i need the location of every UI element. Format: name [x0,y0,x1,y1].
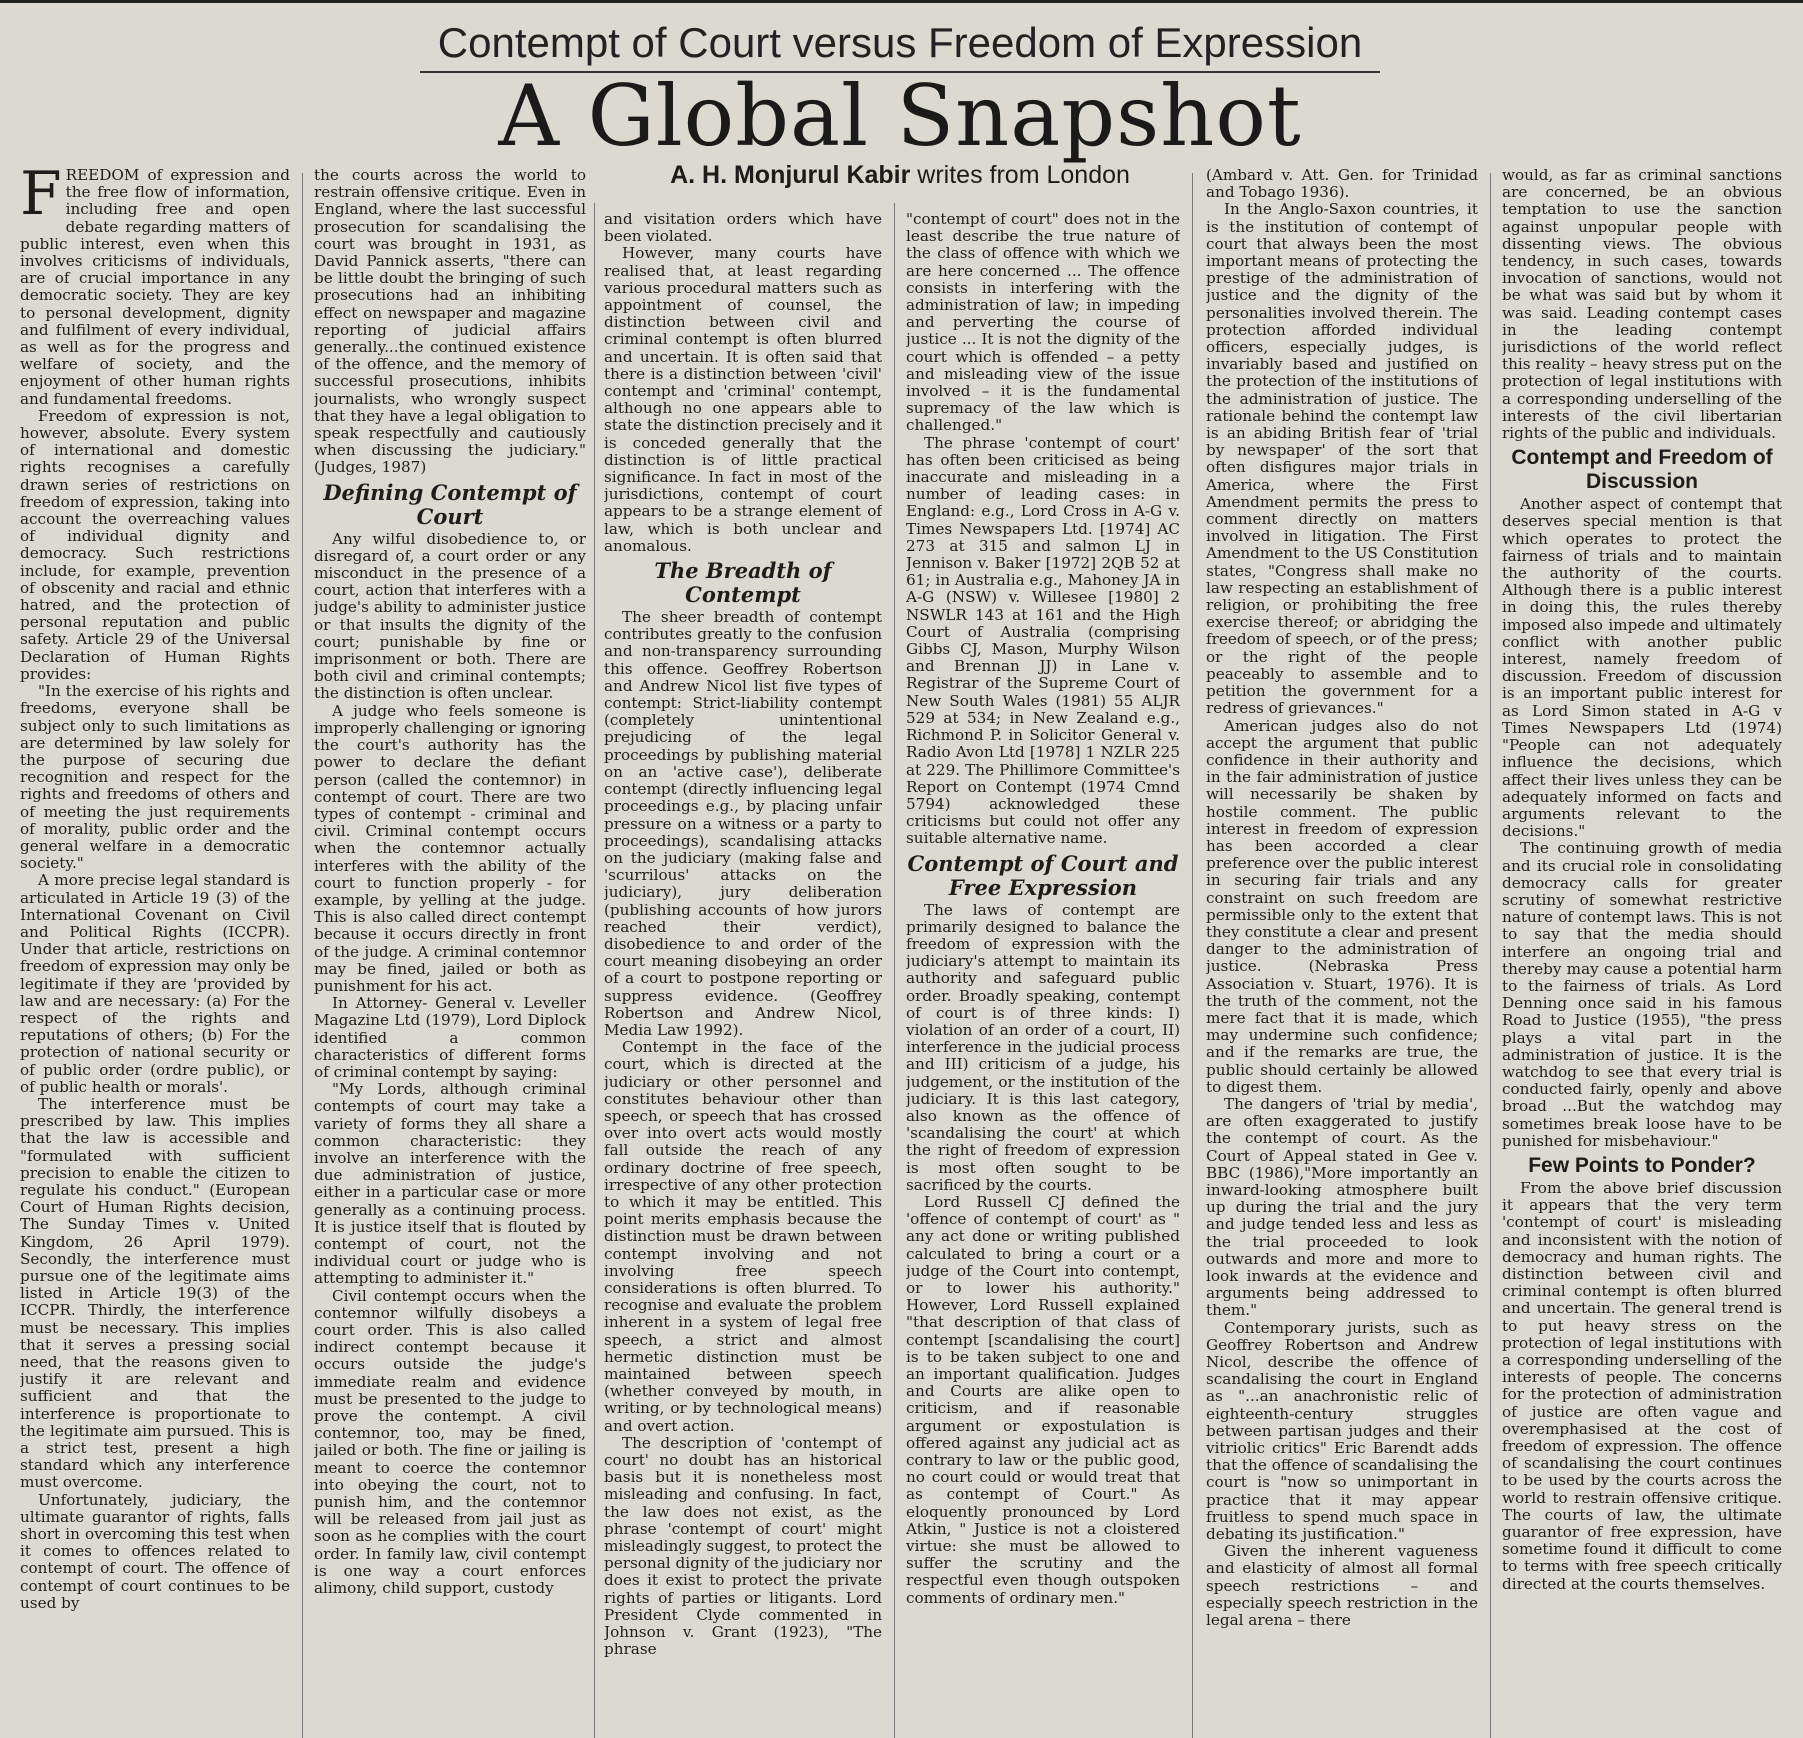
paragraph [20,683,290,872]
paragraph [604,1039,882,1435]
paragraph [1206,201,1478,717]
paragraph-text: Any wilful disobedience to, or disregard of, a court order or any misconduct in the presence of a court, action that interferes with a judge's ability to administer justice or that insults the dignity of the court; punishable by fine or imprisonment or both. There are both civil and criminal contempts; the distinction is often unclear. [314,529,586,703]
paragraph-text: "contempt of court" does not in the least describe the true nature of the class of offence with which we are here concerned ... The offence consists in interfering with the administration of law; in impeding and perverting the course of justice ... It is not the dignity of the court which is offended – a petty and misleading view of the issue involved – it is the fundamental supremacy of the law which is challenged." [906,211,1180,435]
column-rule [894,203,895,1738]
paragraph-text: The description of 'contempt of court' no doubt has an historical basis but it is nonetheless most misleading and confusing. In fact, the law does not exist, as the phrase 'contempt of court' might misleadingly suggest, to protect the personal dignity of the judiciary nor does it exist to protect the private rights of parties or litigants. Lord President Clyde commented in Johnson v. Grant (1923), "The phrase [604,1433,882,1659]
paragraph-text: Contemporary jurists, such as Geoffrey Robertson and Andrew Nicol, describe the offence of scandalising the court in England as "...an anachronistic relic of eighteenth-century struggles between partisan judges and their vitriolic critics" Eric Barendt adds that the offence of scandalising the court is "now so unimportant in practice that it may appear fruitless to spend much space in debating its justification." [1206,1318,1478,1544]
section-heading [1502,446,1782,494]
paragraph [1502,1180,1782,1593]
paragraph-text: "In the exercise of his rights and freedoms, everyone shall be subject only to such limitations as are determined by law solely for the purpose of securing due recognition and respect for the rights and freedoms of others and of meeting the just requirements of morality, public order and the general welfare in a democratic society." [20,682,290,873]
paragraph-text: Freedom of expression is not, however, absolute. Every system of international and domestic rights recognises a carefully drawn series of restrictions on freedom of expression, taking into account the overreaching values of individual dignity and democracy. Such restrictions include, for example, prevention of obscenity and racial and ethnic hatred, and the protection of personal reputation and public safety. Article 29 of the Universal Declaration of Human Rights provides: [20,406,290,683]
paragraph [314,995,586,1081]
paragraph-text: From the above brief discussion it appears that the very term 'contempt of court' is misleading and inconsistent with the notion of democracy and human rights. The distinction between civil and criminal contempt is often blurred and uncertain. The general trend is to put heavy stress on the protection of legal institutions with a corresponding underselling of the interests of people. The concerns for the protection of administration of justice are often vague and overemphasised at the cost of freedom of expression. The offence of scandalising the court continues to be used by the courts across the world to restrain offensive critique. The courts of law, the ultimate guarantor of free expression, have sometime found it difficult to come to terms with free speech critically directed at the courts themselves. [1502,1178,1782,1593]
paragraph [1206,1320,1478,1544]
paragraph [604,211,882,245]
paragraph [906,435,1180,848]
drop-cap: F [20,167,62,229]
paragraph-text: Contempt in the face of the court, which is directed at the judiciary or other personnel and constitutes behaviour other than speech, or speech that has crossed over into overt acts would mostly fall outside the reach of any ordinary doctrine of free speech, irrespective of any other protection to which it may be entitled. This point merits emphasis because the distinction must be drawn between contempt involving and not involving free speech considerations is often blurred. To recognise and evaluate the problem inherent in a system of legal free speech, a strict and almost hermetic distinction must be maintained between speech (whether conveyed by mouth, in writing, or by technological means) and overt action. [604,1038,882,1435]
paragraph [314,167,586,477]
paragraph-text: The continuing growth of media and its crucial role in consolidating democracy calls for greater scrutiny of somewhat restrictive nature of contempt laws. This is not to say that the media should interfere an ongoing trial and thereby may cause a potential harm to the fairness of trials. As Lord Denning once said in his famous Road to Justice (1955), "the press plays a vital part in the administration of justice. It is the watchdog to see that every trial is conducted fairly, openly and above broad ...But the watchdog may sometimes break loose have to be punished for misbehaviour." [1502,839,1782,1150]
paragraph-text: A more precise legal standard is articulated in Article 19 (3) of the International Covenant on Civil and Political Rights (ICCPR). Under that article, restrictions on freedom of expression may only be legitimate if they are 'provided by law and are necessary: (a) For the respect of the rights and reputations of others; (b) For the protection of national security or of public order (ordre public), or of public health or morals'. [20,871,290,1096]
paragraph [314,531,586,703]
column-rule [1192,173,1193,1738]
paragraph-text: Civil contempt occurs when the contemnor wilfully disobeys a court order. This is also called indirect contempt because it occurs outside the judge's immediate realm and evidence must be presented to the judge to prove the contempt. A civil contemnor, too, may be fined, jailed or both. The fine or jailing is meant to coerce the contemnor into obeying the court, not to punish him, and the contemnor will be released from jail just as soon as he complies with the court order. In family law, civil contempt is one way a court enforces alimony, child support, custody [314,1286,586,1598]
paragraph-text: American judges also do not accept the argument that public confidence in their authority and in the fair administration of justice will necessarily be shaken by hostile comment. The public interest in freedom of expression has been accorded a clear preference over the public interest in securing fair trials and any constraint on such freedom are permissible only to the extent that they constitute a clear and present danger to the administration of justice. (Nebraska Press Association v. Stuart, 1976). It is the truth of the comment, not the mere fact that it is made, which may undermine such confidence; and if the remarks are true, the public should certainly be allowed to digest them. [1206,716,1478,1096]
kicker: Contempt of Court versus Freedom of Expression [420,17,1380,73]
article-column-5 [1206,167,1478,1737]
paragraph [1206,167,1478,201]
byline-author: A. H. Monjurul Kabir [670,161,911,189]
paragraph-text: Unfortunately, judiciary, the ultimate guarantor of rights, falls short in overcoming this test when it comes to offences related to contempt of court. The offence of contempt of court continues to be used by [20,1490,290,1612]
paragraph [1502,840,1782,1150]
paragraph-text: The interference must be prescribed by law. This implies that the law is accessible and "formulated with sufficient precision to enable the citizen to regulate his conduct." (European Court of Human Rights decision, The Sunday Times v. United Kingdom, 26 April 1979). Secondly, the interference must pursue one of the legitimate aims listed in Article 19(3) of the ICCPR. Thirdly, the interference must be necessary. This implies that it serves a pressing social need, that the reasons given to justify it are relevant and sufficient and that the interference is proportionate to the legitimate aim pursued. This is a strict test, present a high standard which any interference must overcome. [20,1094,290,1492]
paragraph [1502,167,1782,442]
paragraph [1502,496,1782,840]
paragraph-text: and visitation orders which have been violated. [604,211,882,246]
paragraph-text: the courts across the world to restrain offensive critique. Even in England, where the last successful prosecution for scandalising the court was brought in 1931, as David Pannick asserts, "there can be little doubt the bringing of such prosecutions had an inhibiting effect on newspaper and magazine reporting of judicial affairs generally...the continued existence of the offence, and the memory of successful prosecutions, inhibits journalists, who wrongly suspect that they have a legal obligation to speak respectfully and cautiously when discussing the judiciary."(Judges, 1987) [314,167,586,477]
paragraph-text: would, as far as criminal sanctions are concerned, be an obvious temptation to use the sanction against unpopular people with dissenting views. The obvious tendency, in such cases, towards invocation of sanctions, would not be what was said but by whom it was said. Leading contempt cases in the leading contempt jurisdictions of the world reflect this reality – heavy stress put on the protection of legal institutions with a corresponding underselling of the interests of the civil libertarian rights of the public and individuals. [1502,167,1782,443]
paragraph-text: Defining Contempt of Court [323,479,577,529]
paragraph [20,1096,290,1492]
article-column-3 [604,211,882,1737]
section-heading [604,559,882,607]
paragraph-text: In the Anglo-Saxon countries, it is the institution of contempt of court that always been the most important means of protecting the prestige of the administration of justice and the dignity of the personalities involved therein. The protection afforded individual officers, especially judges, is invariably based and justified on the protection of the institutions of the administration of justice. The rationale behind the contempt law is an abiding British fear of 'trial by newspaper' of the sort that often disfigures major trials in America, where the First Amendment permits the press to comment directly on matters involved in litigation. The First Amendment to the US Constitution states, "Congress shall make no law respecting an establishment of religion, or prohibiting the free exercise thereof; or abridging the freedom of speech, or of the press; or the right of the people peaceably to assemble and to petition the government for a redress of grievances." [1206,200,1478,718]
paragraph [20,408,290,683]
paragraph-text: Few Points to Ponder? [1528,1153,1756,1177]
paragraph-text: Given the inherent vagueness and elasticity of almost all formal speech restrictions – and especially speech restriction in the legal arena – there [1206,1542,1478,1630]
paragraph [314,1288,586,1598]
paragraph [1206,718,1478,1096]
paragraph-text: The Breadth of Contempt [654,558,832,608]
column-rule [594,203,595,1738]
paragraph [906,211,1180,435]
paragraph-text: However, many courts have realised that, at least regarding various procedural matters such as appointment of counsel, the distinction between civil and criminal contempt is often blurred and uncertain. It is often said that there is a distinction between 'civil' contempt and 'criminal' contempt, although no one appears able to state the distinction precisely and it is conceded generally that the distinction is of little practical significance. In fact in most of the jurisdictions, contempt of court appears to be a strange element of law, which is both unclear and anomalous. [604,244,882,555]
article-column-6 [1502,167,1782,1737]
paragraph [314,703,586,995]
section-heading [314,481,586,529]
paragraph [906,1194,1180,1607]
paragraph-text: REEDOM of expression and the free flow of information, including free and open debate regarding matters of public interest, even when this involves criticisms of individuals, are of crucial importance in any democratic society. They are key to personal development, dignity and fulfilment of every individual, as well as for the progress and welfare of society, and the enjoyment of other human rights and fundamental freedoms. [20,167,290,408]
byline-suffix: writes from London [910,161,1130,189]
paragraph [314,1081,586,1287]
paragraph-text: Contempt of Court and Free Expression [907,850,1179,900]
article-column-1 [20,167,290,1737]
paragraph [20,1492,290,1612]
paragraph-text: Another aspect of contempt that deserves special mention is that which operates to protect the fairness of trials and to maintain the authority of the courts. Although there is a public interest in doing this, the rules thereby imposed also impede and ultimately conflict with another public interest, namely freedom of discussion. Freedom of discussion is an important public interest for as Lord Simon stated in A-G v Times Newspapers Ltd (1974) "People can not adequately influence the decisions, which affect their lives unless they can be adequately informed on facts and arguments relevant to the decisions." [1502,495,1782,841]
article-column-2 [314,167,586,1737]
paragraph-text: (Ambard v. Att. Gen. for Trinidad and Tobago 1936). [1206,167,1478,202]
paragraph [1206,1543,1478,1629]
paragraph-text: A judge who feels someone is improperly challenging or ignoring the court's authority has the power to declare the defiant person (called the contemnor) in contempt of court. There are two types of contempt - criminal and civil. Criminal contempt occurs when the contemnor actually interferes with the ability of the court to function properly - for example, by yelling at the judge. This is also called direct contempt because it occurs directly in front of the judge. A criminal contemnor may be fined, jailed or both as punishment for his act. [314,701,586,995]
byline [600,161,1200,190]
column-rule [1490,173,1491,1738]
headline: A Global Snapshot [498,67,1302,165]
paragraph [604,1435,882,1659]
article-column-4 [906,211,1180,1737]
paragraph [20,872,290,1096]
paragraph-text: "My Lords, although criminal contempts of court may take a variety of forms they all share a common characteristic: they involve an interference with the due administration of justice, either in a particular case or more generally as a continuing process. It is justice itself that is flouted by contempt of court, not the individual court or judge who is attempting to administer it." [314,1080,586,1288]
paragraph-text: Lord Russell CJ defined the 'offence of contempt of court' as " any act done or writing published calculated to bring a court or a judge of the Court into contempt, or to lower his authority." However, Lord Russell explained "that description of that class of contempt [scandalising the court] is to be taken subject to one and an important qualification. Judges and Courts are alike open to criticism, and if reasonable argument or expostulation is offered against any judicial act as contrary to law or the public good, no court could or would treat that as contempt of Court." As eloquently pronounced by Lord Atkin, " Justice is not a cloistered virtue: she must be allowed to suffer the scrutiny and the respectful even though outspoken comments of ordinary men." [906,1192,1180,1607]
paragraph-text: Contempt and Freedom of Discussion [1511,446,1773,494]
paragraph [604,245,882,555]
paragraph-text: The laws of contempt are primarily designed to balance the freedom of expression with the judiciary's attempt to maintain its authority and safeguard public order. Broadly speaking, contempt of court is of three kinds: I) violation of an order of a court, II) interference in the judicial process and III) criticism of a judge, his judgement, or the institution of the judiciary. It is this last category, also known as the offence of 'scandalising the court' at which the right of freedom of expression is most often sought to be sacrificed by the courts. [906,900,1180,1194]
paragraph [20,167,290,408]
paragraph [604,609,882,1039]
column-rule [302,173,303,1738]
paragraph-text: The sheer breadth of contempt contributes greatly to the confusion and non-transparency surrounding this offence. Geoffrey Robertson and Andrew Nicol list five types of contempt: Strict-liability contempt (completely unintentional prejudicing of the legal proceedings by publishing material on an 'active case'), deliberate contempt (directly influencing legal proceedings e.g., by placing unfair pressure on a witness or a party to proceedings), scandalising attacks on the judiciary (making false and 'scurrilous' attacks on the judiciary), jury deliberation (publishing accounts of how jurors reached their verdict), disobedience to and order of the court meaning disobeying an order of a court to postpone reporting or suppress evidence. (Geoffrey Robertson and Andrew Nicol, Media Law 1992). [604,608,882,1039]
paragraph-text: The dangers of 'trial by media', are often exaggerated to justify the contempt of court. As the Court of Appeal stated in Gee v. BBC (1986),"More importantly an inward-looking atmosphere built up during the trial and the jury and judge tended less and less as the trial proceeded to look outwards and more and more to look inwards at the evidence and arguments being addressed to them." [1206,1094,1478,1320]
paragraph-text: The phrase 'contempt of court' has often been criticised as being inaccurate and misleading in a number of leading cases: in England: e.g., Lord Cross in A-G v. Times Newspapers Ltd. [1974] AC 273 at 315 and salmon LJ in Jennison v. Baker [1972] 2QB 52 at 61; in Australia e.g., Mahoney JA in A-G (NSW) v. Willesee [1980] 2 NSWLR 143 at 161 and the High Court of Australia (comprising Gibbs CJ, Mason, Murphy Wilson and Brennan JJ) in Lane v. Registrar of the Supreme Court of New South Wales (1981) 55 ALJR 529 at 534; in New Zealand e.g., Richmond P. in Solicitor General v. Radio Avon Ltd [1978] 1 NZLR 225 at 229. The Phillimore Committee's Report on Contempt (1974 Cmnd 5794) acknowledged these criticisms but could not offer any suitable alternative name. [906,433,1180,848]
section-heading [906,852,1180,900]
section-heading [1502,1154,1782,1178]
paragraph [906,902,1180,1194]
paragraph [1206,1096,1478,1320]
paragraph-text: In Attorney- General v. Leveller Magazine Ltd (1979), Lord Diplock identified a common characteristics of different forms of criminal contempt by saying: [314,994,586,1081]
